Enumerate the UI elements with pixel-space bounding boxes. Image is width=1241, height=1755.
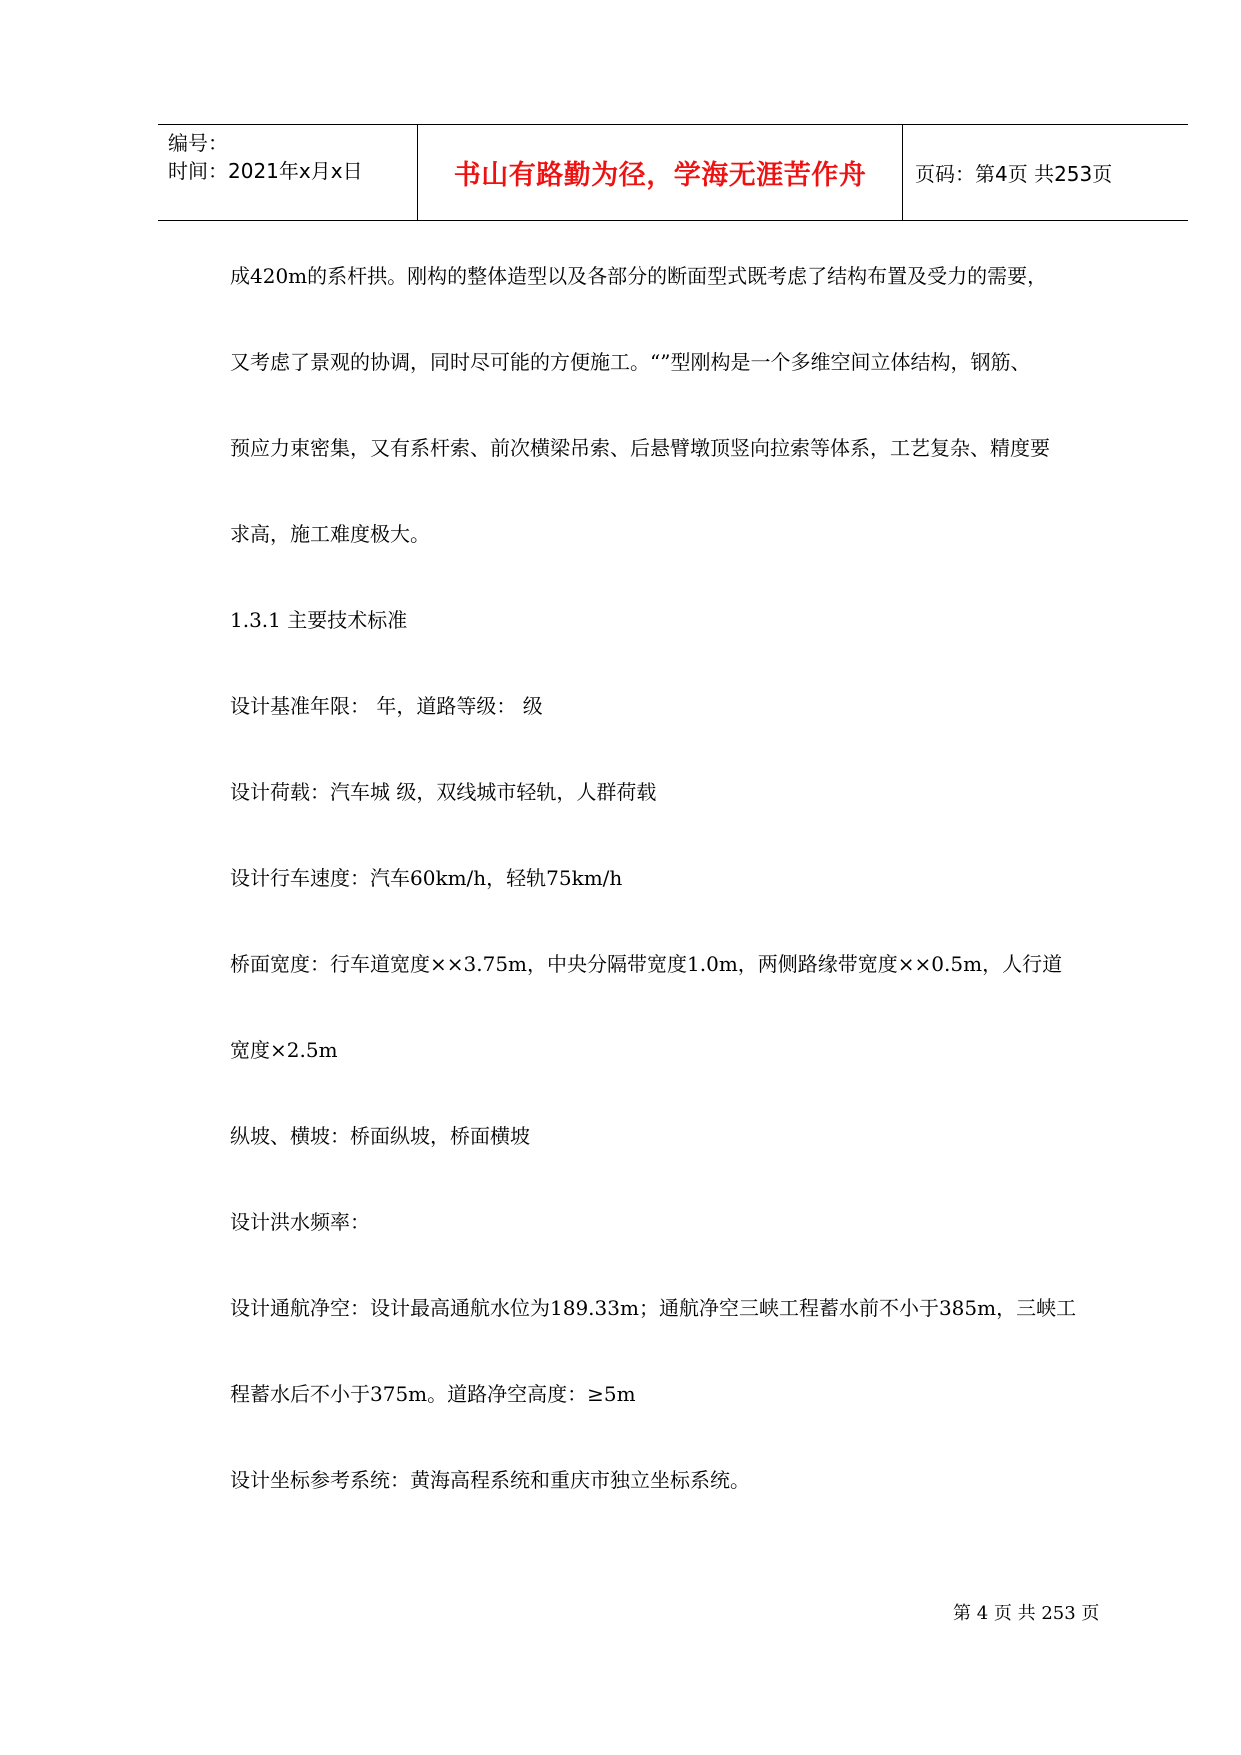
- body-line: 程蓄水后不小于375m。道路净空高度：≥5m: [230, 1382, 636, 1406]
- section-heading: 1.3.1 主要技术标准: [230, 608, 408, 632]
- header-page-cell: [903, 125, 1188, 220]
- body-line: 求高，施工难度极大。: [230, 522, 430, 546]
- document-date: 时间：2021年x月x日: [168, 159, 363, 183]
- header-motto: 书山有路勤为径，学海无涯苦作舟: [453, 160, 867, 191]
- body-line: 设计通航净空：设计最高通航水位为189.33m；通航净空三峡工程蓄水前不小于385m，三峡工: [230, 1296, 1077, 1320]
- header-page-code: 页码：第4页 共253页: [915, 162, 1113, 186]
- body-line: 设计洪水频率：: [230, 1210, 370, 1234]
- page-header: [158, 124, 1188, 221]
- body-line: 成420m的系杆拱。刚构的整体造型以及各部分的断面型式既考虑了结构布置及受力的需要，: [230, 264, 1048, 288]
- body-line: 设计基准年限： 年，道路等级： 级: [230, 694, 543, 718]
- header-meta-cell: [158, 125, 418, 220]
- body-line: 设计行车速度：汽车60km/h，轻轨75km/h: [230, 866, 623, 890]
- body-line: 宽度×2.5m: [230, 1038, 338, 1062]
- body-line: 桥面宽度：行车道宽度××3.75m，中央分隔带宽度1.0m，两侧路缘带宽度××0.5m，人行道: [230, 952, 1063, 976]
- header-motto-cell: [418, 125, 903, 220]
- body-line: 设计荷载：汽车城 级，双线城市轻轨，人群荷载: [230, 780, 657, 804]
- body-line: 又考虑了景观的协调，同时尽可能的方便施工。“”型刚构是一个多维空间立体结构，钢筋、: [230, 350, 1031, 374]
- document-code-label: 编号：: [168, 131, 228, 155]
- page-footer: 第 4 页 共 253 页: [953, 1603, 1100, 1624]
- body-line: 预应力束密集，又有系杆索、前次横梁吊索、后悬臂墩顶竖向拉索等体系，工艺复杂、精度要: [230, 436, 1050, 460]
- body-line: 设计坐标参考系统：黄海高程系统和重庆市独立坐标系统。: [230, 1468, 750, 1492]
- body-line: 纵坡、横坡：桥面纵坡，桥面横坡: [230, 1124, 530, 1148]
